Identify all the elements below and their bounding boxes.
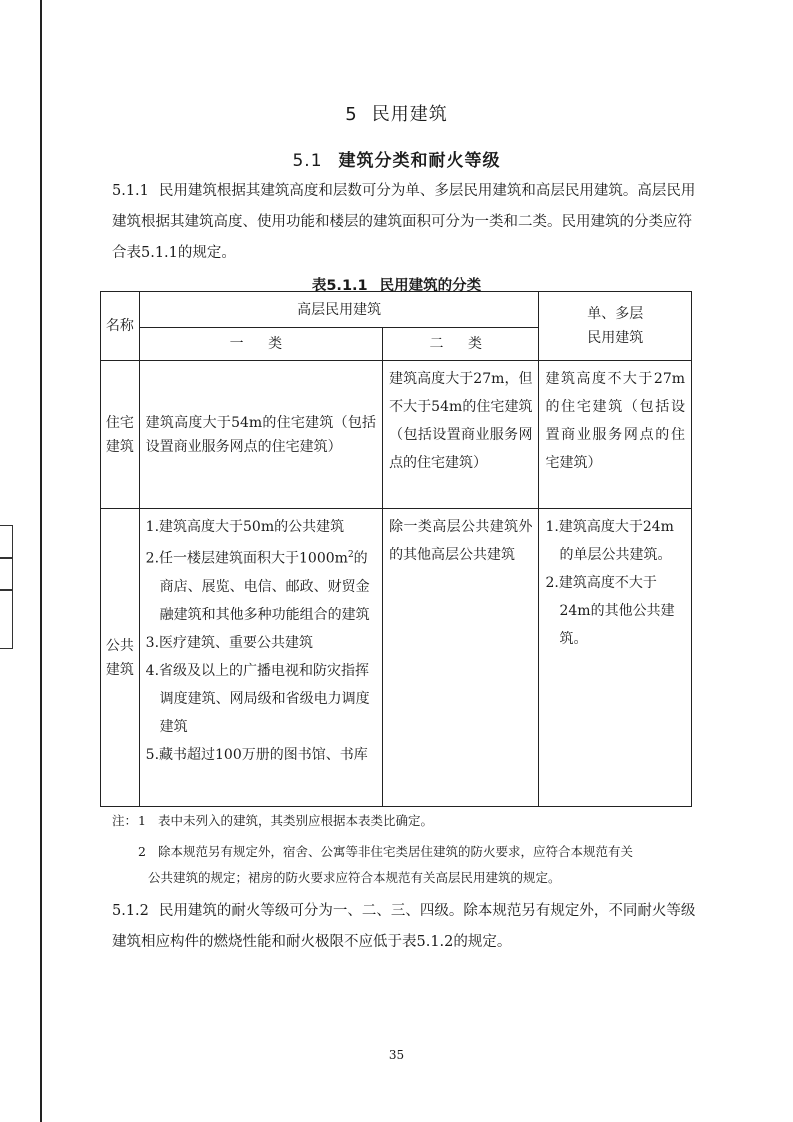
chapter-title <box>0 100 793 126</box>
residential-class2: 建筑高度大于27m，但不大于54m的住宅建筑（包括设置商业服务网点的住宅建筑） <box>383 361 539 509</box>
table-caption-title: 民用建筑的分类 <box>379 278 482 294</box>
clause-5-1-2 <box>112 896 702 958</box>
note-text: 表中未列入的建筑，其类别应根据本表类比确定。 <box>158 813 434 828</box>
clause-text: 民用建筑根据其建筑高度和层数可分为单、多层民用建筑和高层民用建筑。高层民用建筑根据其建筑高度、使用功能和楼层的建筑面积可分为一类和二类。民用建筑的分类应符合表5.1.1的规定。 <box>112 183 696 261</box>
table-row <box>101 509 692 807</box>
page-number: 35 <box>388 1048 405 1062</box>
residential-low-rise: 建筑高度不大于27m的住宅建筑（包括设置商业服务网点的住宅建筑） <box>539 361 692 509</box>
public-class1 <box>139 509 382 807</box>
row-name-public: 公共建筑 <box>101 509 140 807</box>
note-text: 除本规范另有规定外，宿舍、公寓等非住宅类居住建筑的防火要求，应符合本规范有关 <box>158 844 634 859</box>
chapter-name: 民用建筑 <box>371 104 448 125</box>
public-class1-item: 5.藏书超过100万册的图书馆、书库 <box>145 746 368 763</box>
header-class2: 二 类 <box>383 328 539 361</box>
clause-label: 5.1.2 <box>112 903 149 919</box>
public-class1-item: 2.任一楼层建筑面积大于$1000m^2$的商店、展览、电信、邮政、财贸金融建筑和其他多种功能组合的建筑 <box>145 550 370 623</box>
margin-box <box>0 557 13 591</box>
clause-5-1-1 <box>112 176 702 269</box>
note-text-continued: 公共建筑的规定；裙房的防火要求应符合本规范有关高层民用建筑的规定。 <box>148 870 561 885</box>
header-low-rise <box>539 292 692 361</box>
chapter-number: 5 <box>345 104 358 125</box>
public-class1-item: 4.省级及以上的广播电视和防灾指挥调度建筑、网局级和省级电力调度建筑 <box>145 662 370 735</box>
table-note-1 <box>112 808 702 834</box>
margin-box <box>0 589 13 649</box>
table-note-2 <box>112 839 702 891</box>
header-high-rise: 高层民用建筑 <box>139 292 539 328</box>
section-title <box>0 146 793 171</box>
header-low-rise-line1: 单、多层 <box>587 306 644 322</box>
section-number: 5.1 <box>292 151 323 171</box>
classification-table <box>100 291 692 807</box>
residential-class1: 建筑高度大于54m的住宅建筑（包括设置商业服务网点的住宅建筑） <box>139 361 382 509</box>
public-low-item: 2.建筑高度不大于24m的其他公共建筑。 <box>545 575 675 647</box>
public-low-rise <box>539 509 692 807</box>
clause-label: 5.1.1 <box>112 183 149 199</box>
clause-text: 民用建筑的耐火等级可分为一、二、三、四级。除本规范另有规定外，不同耐火等级建筑相应构件的燃烧性能和耐火极限不应低于表5.1.2的规定。 <box>112 903 696 950</box>
header-low-rise-line2: 民用建筑 <box>587 330 644 346</box>
public-class1-item: 1.建筑高度大于50m的公共建筑 <box>145 519 345 535</box>
section-name: 建筑分类和耐火等级 <box>338 151 501 171</box>
public-class2: 除一类高层公共建筑外的其他高层公共建筑 <box>383 509 539 807</box>
margin-box <box>0 525 13 559</box>
public-low-item: 1.建筑高度大于24m的单层公共建筑。 <box>545 519 674 563</box>
note-label: 注： <box>112 813 138 828</box>
table-row <box>101 361 692 509</box>
header-class1: 一 类 <box>139 328 382 361</box>
header-name: 名称 <box>101 292 140 361</box>
public-class1-item: 3.医疗建筑、重要公共建筑 <box>145 634 314 651</box>
note-number: 1 <box>138 813 146 828</box>
table-caption-number: 表5.1.1 <box>311 278 368 294</box>
row-name-residential: 住宅建筑 <box>101 361 140 509</box>
note-number: 2 <box>138 844 146 859</box>
